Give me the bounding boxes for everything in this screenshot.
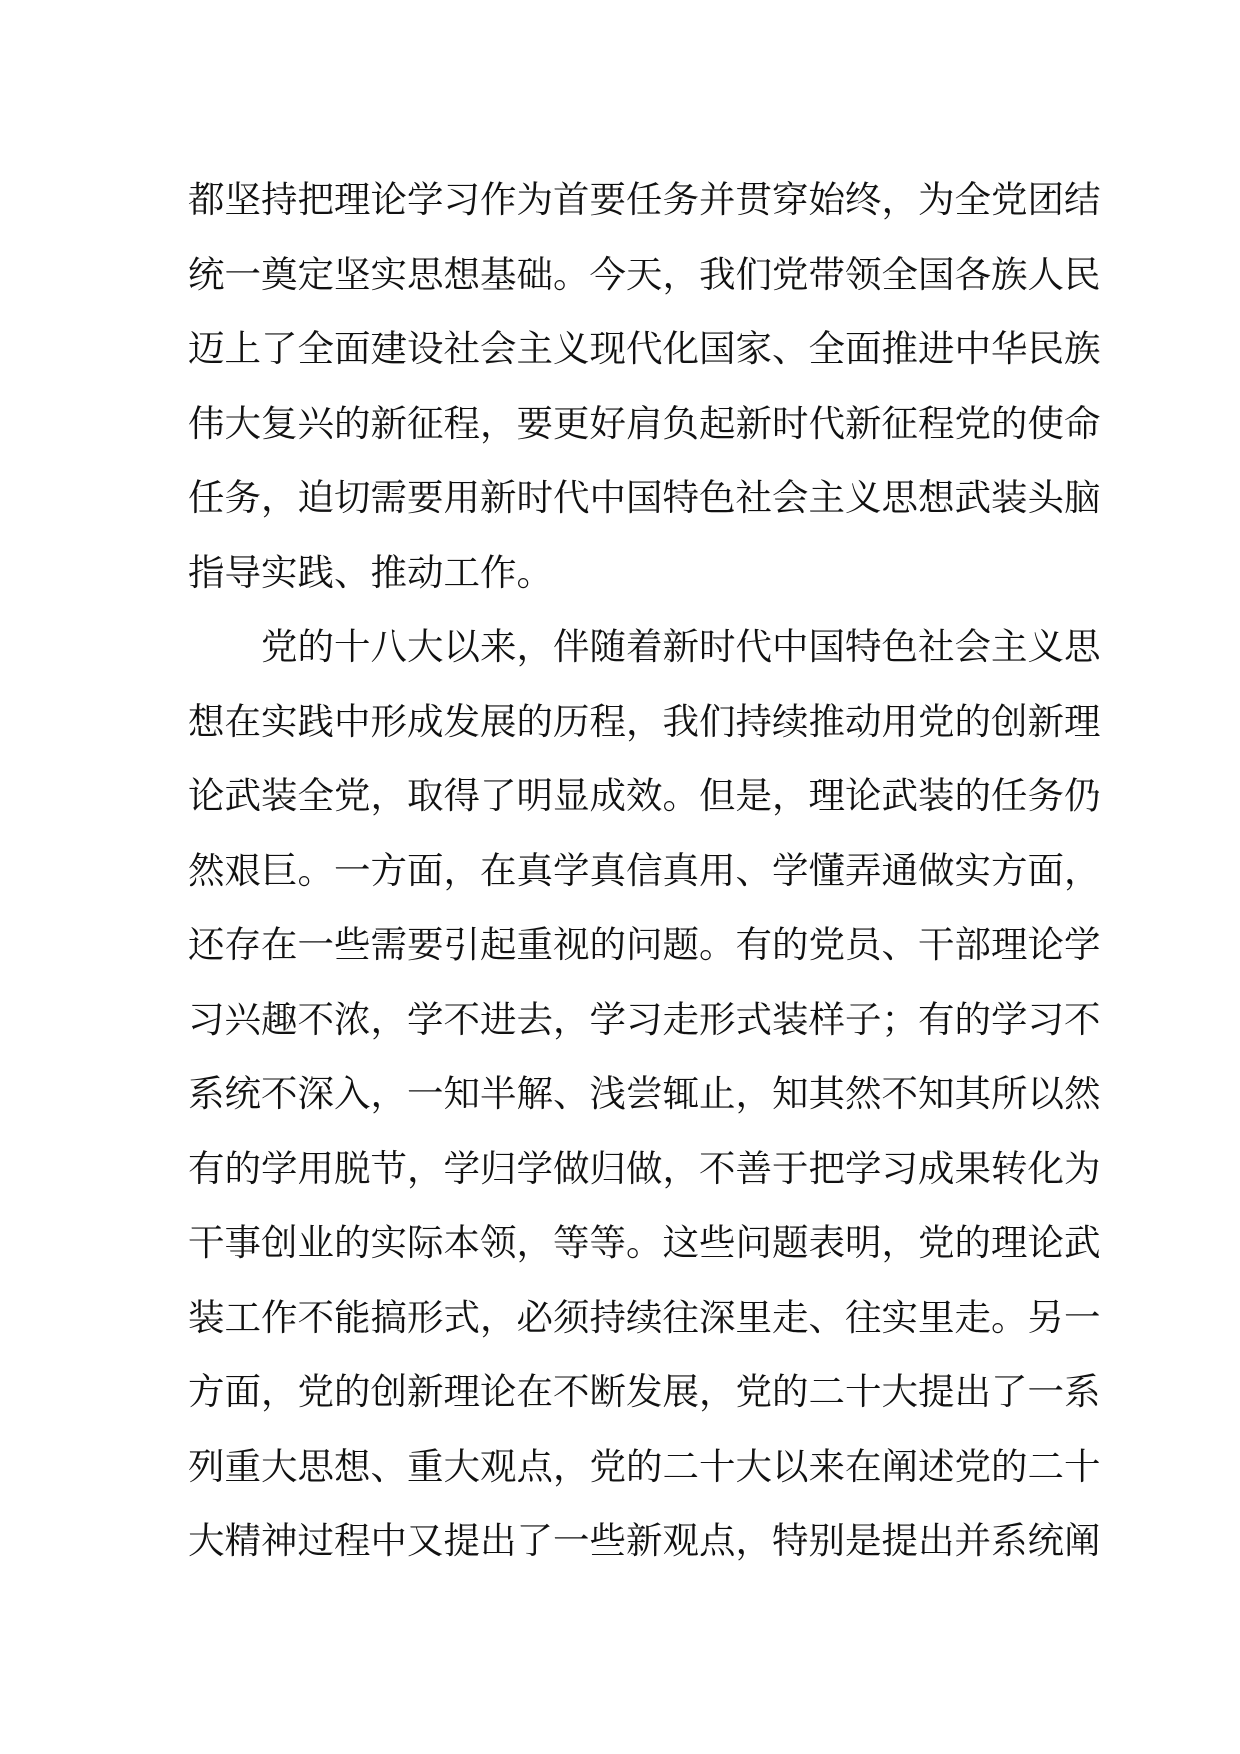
text-line: 有的学用脱节，学归学做归做，不善于把学习成果转化为: [188, 1146, 1101, 1190]
text-line: 迈上了全面建设社会主义现代化国家、全面推进中华民族: [188, 327, 1101, 370]
text-line: 装工作不能搞形式，必须持续往深里走、往实里走。另一: [188, 1295, 1101, 1339]
text-line: 然艰巨。一方面，在真学真信真用、学懂弄通做实方面，: [188, 848, 1101, 892]
paragraph-2: [188, 610, 1101, 1579]
text-line: 统一奠定坚实思想基础。今天，我们党带领全国各族人民: [188, 252, 1101, 296]
text-line: 系统不深入，一知半解、浅尝辄止，知其然不知其所以然: [188, 1072, 1101, 1115]
text-line: 还存在一些需要引起重视的问题。有的党员、干部理论学: [188, 923, 1101, 966]
text-line: 论武装全党，取得了明显成效。但是，理论武装的任务仍: [188, 774, 1101, 817]
text-line: 任务，迫切需要用新时代中国特色社会主义思想武装头脑: [188, 476, 1101, 519]
text-line: 指导实践、推动工作。: [188, 550, 553, 594]
text-line: 伟大复兴的新征程，要更好肩负起新时代新征程党的使命: [188, 401, 1101, 445]
text-line: 想在实践中形成发展的历程，我们持续推动用党的创新理: [188, 699, 1101, 743]
text-line: 干事创业的实际本领，等等。这些问题表明，党的理论武: [188, 1221, 1101, 1264]
text-line: 方面，党的创新理论在不断发展，党的二十大提出了一系: [188, 1370, 1101, 1413]
paragraph-1: [188, 163, 1101, 610]
text-line: 党的十八大以来，伴随着新时代中国特色社会主义思: [188, 625, 1101, 668]
text-line: 大精神过程中又提出了一些新观点，特别是提出并系统阐: [188, 1519, 1101, 1562]
body-text: [188, 163, 1101, 1579]
text-line: 列重大思想、重大观点，党的二十大以来在阐述党的二十: [188, 1444, 1101, 1488]
text-line: 都坚持把理论学习作为首要任务并贯穿始终，为全党团结: [188, 178, 1101, 221]
text-line: 习兴趣不浓，学不进去，学习走形式装样子；有的学习不: [188, 997, 1101, 1041]
